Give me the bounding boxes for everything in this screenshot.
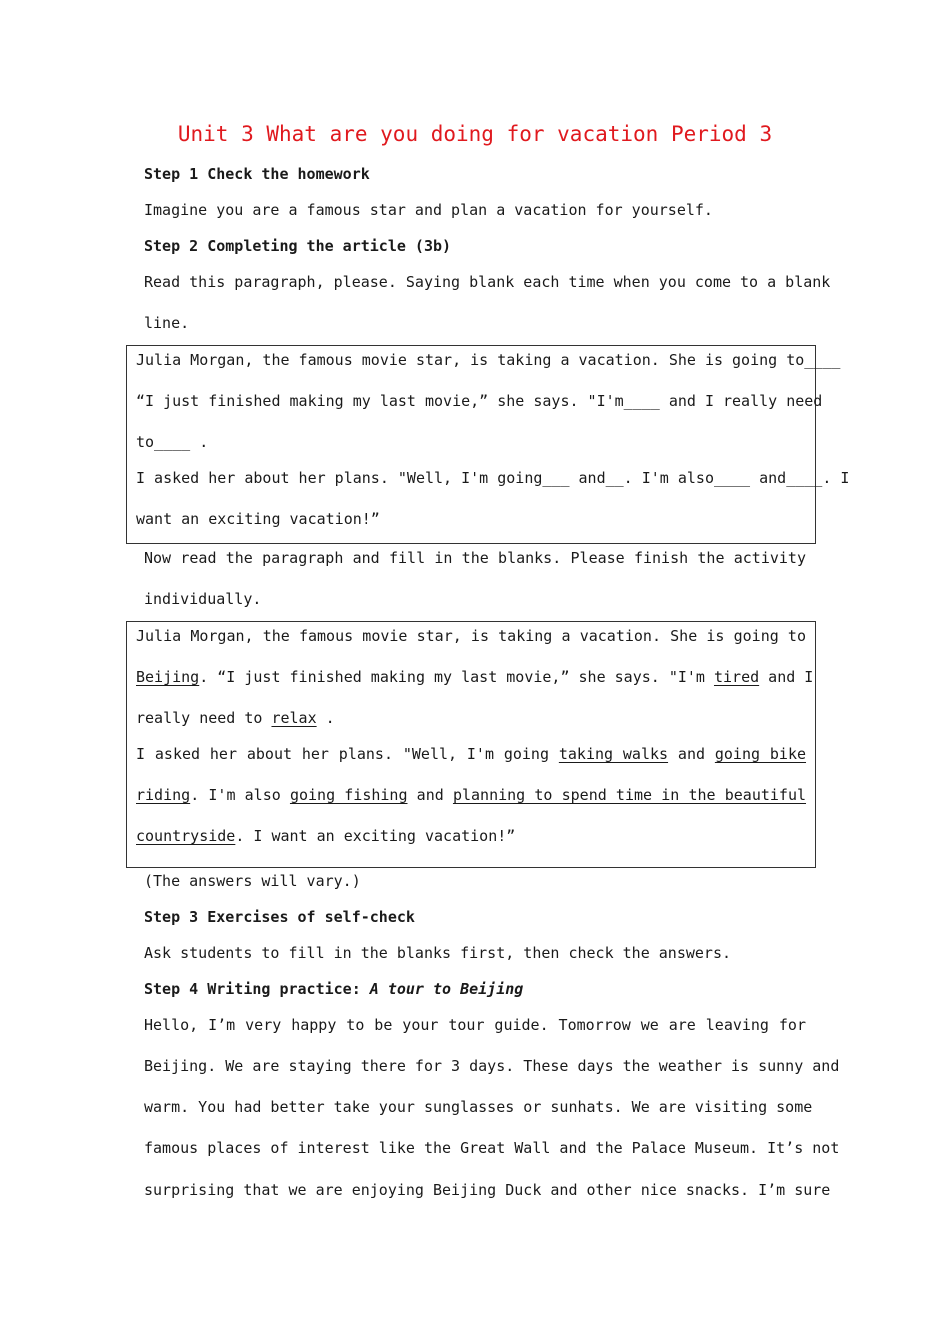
- step3-text: Ask students to fill in the blanks first, then check the answers.: [144, 944, 731, 962]
- answer-going-bike: going bike: [714, 745, 807, 763]
- answer-tired: tired: [713, 668, 760, 686]
- step4-line4: famous places of interest like the Great Wall and the Palace Museum. It’s not: [144, 1139, 840, 1157]
- step4-heading-prefix: Step 4 Writing practice:: [144, 980, 370, 998]
- box2-line5-text2: and: [407, 786, 453, 804]
- box1-line3: to____ .: [136, 433, 209, 451]
- box2-line5: [136, 785, 806, 805]
- step4-heading-title: A tour to Beijing: [369, 980, 524, 998]
- box2-line6: [136, 826, 515, 846]
- box2-line4: [136, 744, 806, 764]
- box1-line4: I asked her about her plans. "Well, I'm going___ and__. I'm also____ and____. I: [136, 469, 850, 487]
- step4-line1: Hello, I’m very happy to be your tour guide. Tomorrow we are leaving for: [144, 1016, 806, 1034]
- answers-note: (The answers will vary.): [144, 872, 361, 890]
- box1-line1: Julia Morgan, the famous movie star, is taking a vacation. She is going to____: [136, 351, 841, 369]
- step1-heading: Step 1 Check the homework: [144, 165, 370, 183]
- box2-line4-text2: and: [668, 745, 715, 763]
- answer-taking-walks: taking walks: [558, 745, 669, 763]
- answer-going-fishing: going fishing: [289, 786, 408, 804]
- box1-line2: “I just finished making my last movie,” she says. "I'm____ and I really need: [136, 392, 823, 410]
- box2-line5-text1: . I'm also: [190, 786, 290, 804]
- box1-line5: want an exciting vacation!”: [136, 510, 380, 528]
- step2-text-line2: line.: [144, 314, 190, 332]
- box2-line3: [136, 708, 335, 728]
- box2-line3-text2: .: [316, 709, 335, 727]
- step1-text: Imagine you are a famous star and plan a vacation for yourself.: [144, 201, 713, 219]
- answer-riding: riding: [136, 786, 191, 804]
- box2-line2: [136, 667, 814, 687]
- answer-beijing: Beijing: [136, 668, 200, 686]
- box2-line2-text2: and I: [759, 668, 814, 686]
- step3-heading: Step 3 Exercises of self-check: [144, 908, 415, 926]
- answer-countryside: countryside: [136, 827, 236, 845]
- box2-line4-text1: I asked her about her plans. "Well, I'm going: [136, 745, 559, 763]
- answer-relax: relax: [271, 709, 317, 727]
- step4-line2: Beijing. We are staying there for 3 days. These days the weather is sunny and: [144, 1057, 840, 1075]
- instruction-line1: Now read the paragraph and fill in the blanks. Please finish the activity: [144, 549, 806, 567]
- step2-text-line1: Read this paragraph, please. Saying blank each time when you come to a blank: [144, 273, 831, 291]
- step4-heading: [144, 979, 523, 999]
- box2-line1: Julia Morgan, the famous movie star, is taking a vacation. She is going to: [136, 627, 806, 645]
- instruction-line2: individually.: [144, 590, 262, 608]
- page-title: Unit 3 What are you doing for vacation Period 3: [177, 122, 773, 146]
- step4-line3: warm. You had better take your sunglasses or sunhats. We are visiting some: [144, 1098, 813, 1116]
- answer-planning: planning to spend time in the beautiful: [452, 786, 807, 804]
- box2-line6-text1: . I want an exciting vacation!”: [235, 827, 516, 845]
- step2-heading: Step 2 Completing the article (3b): [144, 237, 452, 255]
- step4-line5: surprising that we are enjoying Beijing Duck and other nice snacks. I’m sure: [144, 1181, 831, 1199]
- box2-line3-text1: really need to: [136, 709, 272, 727]
- box2-line2-text1: . “I just finished making my last movie,” she says. "I'm: [199, 668, 714, 686]
